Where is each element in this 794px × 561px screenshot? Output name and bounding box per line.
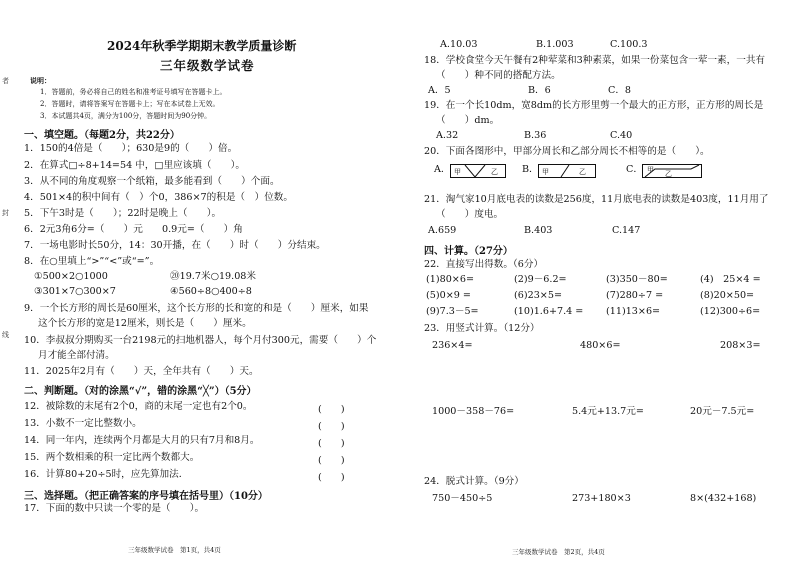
question: 17．下面的数中只读一个零的是（ ）。	[24, 503, 205, 514]
judge-question: 12．被除数的末尾有2个0，商的末尾一定也有2个0。	[24, 401, 253, 412]
calc-item: (1)80×6=	[426, 274, 474, 285]
question: 5．下午3时是（ ）；22时是晚上（ ）。	[24, 208, 222, 219]
question: 4．501×4的积中间有（ ）个0，386×7的积是（ ）位数。	[24, 192, 293, 203]
vertical-calc: 208×3=	[720, 340, 761, 351]
page-footer: 三年级数学试卷 第1页，共4页	[128, 546, 221, 554]
option: B.403	[524, 225, 553, 236]
question: （ ）度电。	[436, 209, 504, 220]
question: 22．直接写出得数。（6分）	[424, 259, 544, 270]
note-line: 2．答题时，请将答案写在答题卡上；写在本试卷上无效。	[40, 100, 220, 108]
question: 10．李叔叔分期购买一台2198元的扫地机器人，每个月付300元，需要（ ）个	[24, 335, 377, 346]
answer-paren[interactable]: ( )	[318, 404, 345, 415]
question: 8．在○里填上“>”“<”或“=”。	[24, 256, 160, 267]
right-page	[402, 0, 794, 561]
question: 月才能全部付清。	[38, 350, 115, 361]
question: 6．2元3角6分=（ ）元 0.9元=（ ）角	[24, 224, 243, 235]
compare-item: ③301×7○300×7	[34, 286, 116, 297]
option: C．	[626, 164, 643, 175]
judge-question: 16．计算80+20÷5时，应先算加法．	[24, 469, 189, 480]
page-footer: 三年级数学试卷 第2页，共4页	[512, 548, 605, 556]
question: 19．在一个长10dm，宽8dm的长方形里剪一个最大的正方形，正方形的周长是	[424, 100, 764, 111]
figure-c: 甲 乙	[642, 164, 702, 178]
vertical-calc: 1000－358－76=	[432, 406, 515, 417]
calc-item: (11)13×6=	[606, 306, 661, 317]
vertical-calc: 5.4元+13.7元=	[572, 406, 644, 417]
note-line: 3．本试题共4页，满分为100分，答题时间为90分钟。	[40, 112, 212, 120]
question: 24．脱式计算。（9分）	[424, 476, 524, 487]
option: A．5	[428, 85, 451, 96]
calc-item: (5)0×9 =	[426, 290, 471, 301]
section-heading: 三、选择题。（把正确答案的序号填在括号里）（10分）	[24, 491, 268, 502]
section-heading: 二、判断题。（对的涂黑“√”，错的涂黑“╳”）（5分）	[24, 386, 257, 397]
calc-item: (10)1.6+7.4 =	[514, 306, 584, 317]
answer-paren[interactable]: ( )	[318, 438, 345, 449]
calc-item: (4) 25×4 =	[700, 274, 761, 285]
compare-item: ⑳19.7米○19.08米	[170, 271, 256, 282]
question: 20．下面各图形中，甲部分周长和乙部分周长不相等的是（ ）。	[424, 146, 710, 157]
question: 2．在算式□÷8+14=54 中，□里应该填（ ）。	[24, 160, 246, 171]
circle-icon: ○	[75, 271, 84, 282]
notes-label: 说明：	[30, 76, 51, 85]
section-heading: 四、计算。（27分）	[424, 246, 513, 257]
answer-paren[interactable]: ( )	[318, 421, 345, 432]
figure-a: 甲 乙	[450, 164, 506, 178]
circle-icon: ○	[211, 286, 220, 297]
question: 23．用竖式计算。（12分）	[424, 323, 540, 334]
question: 11．2025年2月有（ ）天，全年共有（ ）天。	[24, 366, 259, 377]
judge-question: 15．两个数相乘的积一定比两个数都大。	[24, 452, 200, 463]
question: 18．学校食堂今天午餐有2种荤菜和3种素菜，如果一份菜包含一荤一素，一共有	[424, 55, 766, 66]
binding-char: 线	[2, 331, 9, 339]
question: （ ）dm。	[436, 115, 500, 126]
answer-paren[interactable]: ( )	[318, 455, 345, 466]
compare-item: ①500×2○1000	[34, 271, 108, 282]
option: A.659	[428, 225, 457, 236]
circle-icon: ○	[75, 286, 84, 297]
vertical-calc: 480×6=	[580, 340, 621, 351]
note-line: 1．答题前，务必将自己的姓名和准考证号填写在答题卡上。	[40, 88, 227, 96]
calc-item: (12)300÷6=	[700, 306, 761, 317]
step-calc: 8×(432+168)	[690, 493, 757, 504]
step-calc: 273+180×3	[572, 493, 631, 504]
calc-item: (3)350－80=	[606, 274, 668, 285]
binding-char: 者	[2, 77, 9, 85]
calc-item: (2)9－6.2=	[514, 274, 567, 285]
exam-subtitle: 三年级数学试卷	[160, 58, 255, 73]
question: 7．一场电影时长50分，14：30开播，在（ ）时（ ）分结束。	[24, 240, 326, 251]
question: 9．一个长方形的周长是60厘米，这个长方形的长和宽的和是（ ）厘米，如果	[24, 303, 369, 314]
judge-question: 14．同一年内，连续两个月都是大月的只有7月和8月。	[24, 435, 260, 446]
answer-paren[interactable]: ( )	[318, 472, 345, 483]
option: C．8	[608, 85, 632, 96]
vertical-calc: 236×4=	[432, 340, 473, 351]
question: 3．从不同的角度观察一个纸箱，最多能看到（ ）个面。	[24, 176, 280, 187]
binding-char: 封	[2, 209, 9, 217]
calc-item: (6)23×5=	[514, 290, 562, 301]
question: 21．淘气家10月底电表的读数是256度，11月底电表的读数是403度，11月用了	[424, 194, 769, 205]
option: C.147	[612, 225, 641, 236]
exam-title: 2024年秋季学期期末教学质量诊断	[107, 39, 297, 53]
vertical-calc: 20元－7.5元=	[690, 406, 755, 417]
option: B.1.003	[536, 39, 574, 50]
option: C.100.3	[610, 39, 648, 50]
calc-item: (9)7.3－5=	[426, 306, 479, 317]
section-heading: 一、填空题。（每题2分，共22分）	[24, 130, 180, 141]
question: 1．150的4倍是（ ）；630是9的（ ）倍。	[24, 143, 238, 154]
option: B.36	[524, 130, 547, 141]
option: B．	[522, 164, 539, 175]
calc-item: (8)20×50=	[700, 290, 755, 301]
question: 这个长方形的宽是12厘米，则长是（ ）厘米。	[38, 318, 252, 329]
option: B．6	[528, 85, 551, 96]
option: C.40	[610, 130, 633, 141]
question: （ ）种不同的搭配方法。	[436, 70, 561, 81]
judge-question: 13．小数不一定比整数小。	[24, 418, 142, 429]
figure-b: 甲 乙	[538, 164, 596, 178]
step-calc: 750－450÷5	[432, 493, 493, 504]
option: A.32	[436, 130, 459, 141]
option: A．	[434, 164, 451, 175]
circle-icon: ○	[210, 271, 219, 282]
option: A.10.03	[440, 39, 478, 50]
calc-item: (7)280÷7 =	[606, 290, 664, 301]
compare-item: ④560÷8○400÷8	[170, 286, 252, 297]
